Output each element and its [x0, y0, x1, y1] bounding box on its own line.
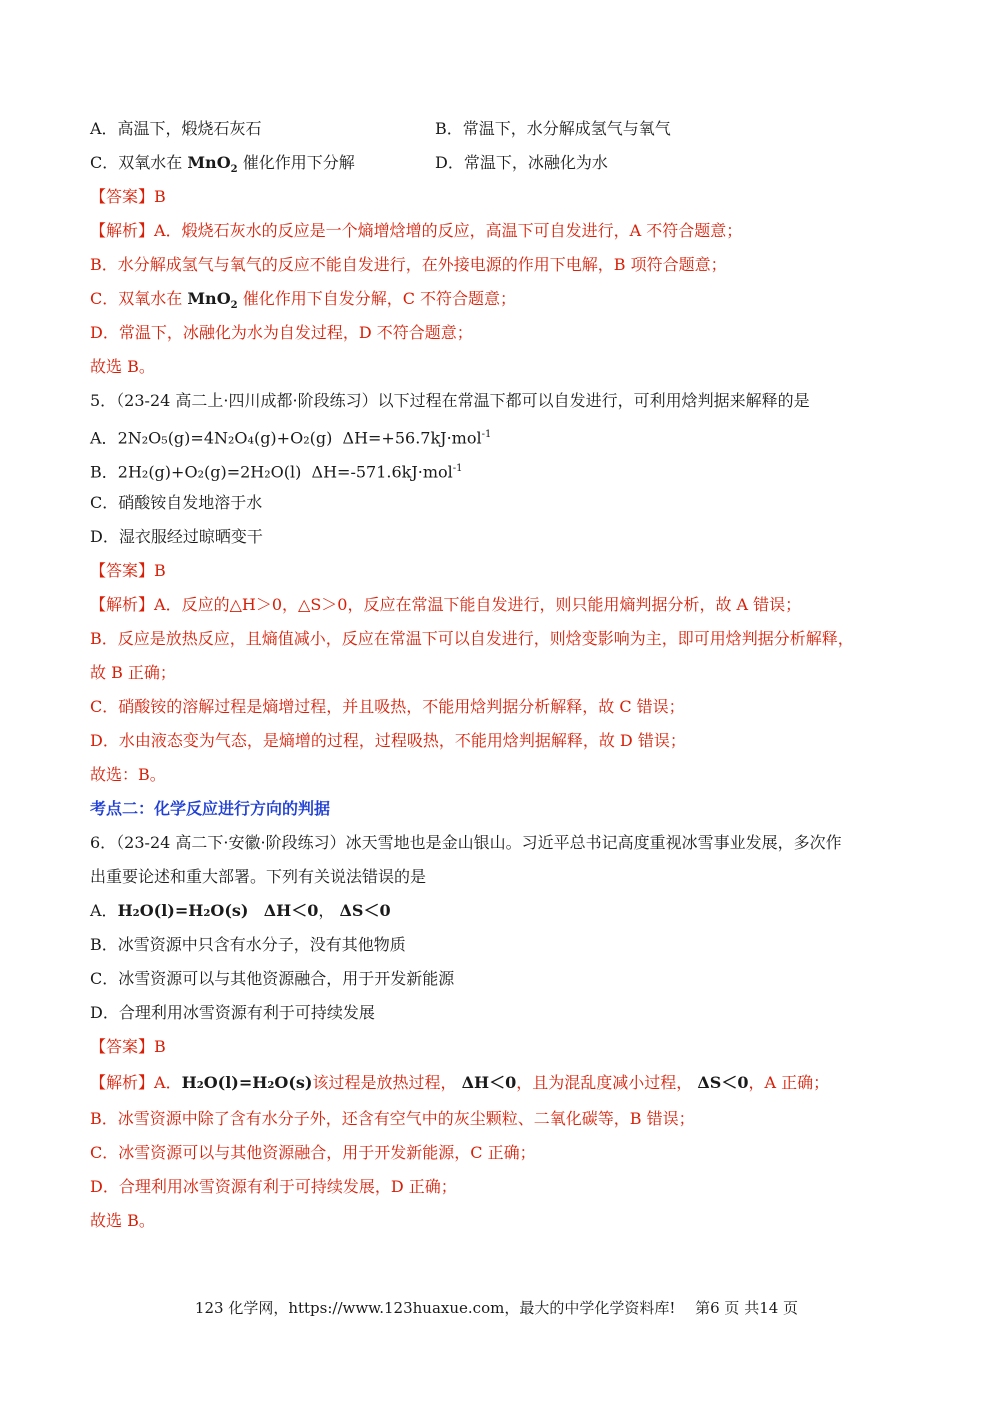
q4-analysis-a — [90, 214, 930, 248]
q4-options-row-1 — [90, 112, 930, 146]
q6-option-a — [90, 894, 930, 928]
q4-analysis-b: B．水分解成氢气与氧气的反应不能自发进行，在外接电源的作用下电解，B 项符合题意； — [90, 255, 727, 274]
answer-tag: 【答案】 — [90, 1037, 155, 1056]
q6-analysis-b: B．冰雪资源中除了含有水分子外，还含有空气中的灰尘颗粒、二氧化碳等，B 错误； — [90, 1109, 695, 1128]
q5-stem: 5．（23-24 高二上·四川成都·阶段练习）以下过程在常温下都可以自发进行，可利用焓判据来解释的是 — [90, 391, 810, 410]
q5-analysis-b2: 故 B 正确； — [90, 663, 176, 682]
mno2-sub: 2 — [230, 164, 238, 176]
q4-conclusion: 故选 B。 — [90, 357, 155, 376]
q5-option-d: D．湿衣服经过晾晒变干 — [90, 527, 263, 546]
analysis-c-pre: C．双氧水在 — [90, 289, 183, 308]
q5-analysis-c: C．硝酸铵的溶解过程是熵增过程，并且吸热，不能用焓判据分析解释，故 C 错误； — [90, 697, 685, 716]
analysis-prefix: A． — [154, 1073, 182, 1092]
option-label: A． — [90, 901, 118, 920]
entropy: ΔS＜0 — [697, 1073, 749, 1092]
answer-tag: 【答案】 — [90, 187, 155, 206]
q4-analysis-c — [90, 282, 930, 316]
page-footer: 123 化学网，https://www.123huaxue.com，最大的中学化学资料库! 第6 页 共14 页 — [194, 1299, 799, 1317]
q6-answer — [90, 1030, 930, 1064]
answer-value: B — [154, 1037, 166, 1056]
analysis-tag: 【解析】 — [90, 595, 155, 614]
q4-option-c-pre: C．双氧水在 — [90, 153, 183, 172]
q5-option-b — [90, 452, 930, 486]
q6-analysis-c: C．冰雪资源可以与其他资源融合，用于开发新能源，C 正确； — [90, 1143, 536, 1162]
analysis-text: A．反应的△H＞0，△S＞0，反应在常温下能自发进行，则只能用熵判据分析，故 A 错误； — [154, 595, 802, 614]
q5-analysis-d: D．水由液态变为气态，是熵增的过程，过程吸热，不能用焓判据解释，故 D 错误； — [90, 731, 686, 750]
mno2-text: MnO — [187, 289, 231, 308]
q6-analysis-d: D．合理利用冰雪资源有利于可持续发展，D 正确； — [90, 1177, 457, 1196]
enthalpy: ΔH＜0 — [263, 901, 319, 920]
page-content — [90, 112, 930, 1238]
q5-option-c: C．硝酸铵自发地溶于水 — [90, 493, 263, 512]
option-label: B． — [90, 462, 118, 482]
equation: 2N₂O₅(g)=4N₂O₄(g)+O₂(g) — [117, 428, 333, 448]
q4-options-row-2 — [90, 146, 930, 180]
option-label: A． — [90, 428, 118, 448]
mno2-formula — [187, 289, 238, 312]
q4-option-b: B．常温下，水分解成氢气与氧气 — [435, 119, 671, 138]
enthalpy: ΔH＜0 — [461, 1073, 517, 1092]
q6-stem-1: 6．（23-24 高二下·安徽·阶段练习）冰天雪地也是金山银山。习近平总书记高度重视冰雪事业发展，多次作 — [90, 833, 842, 852]
analysis-text: A．煅烧石灰水的反应是一个熵增焓增的反应，高温下可自发进行，A 不符合题意； — [154, 221, 743, 240]
q5-option-a — [90, 418, 930, 452]
entropy: ΔS＜0 — [339, 901, 391, 920]
mno2-text: MnO — [187, 153, 231, 172]
answer-value: B — [154, 187, 166, 206]
q6-conclusion: 故选 B。 — [90, 1211, 155, 1230]
unit-sup: -1 — [481, 429, 492, 440]
answer-tag: 【答案】 — [90, 561, 155, 580]
q6-analysis-a — [90, 1064, 930, 1102]
unit-sup: -1 — [452, 463, 463, 474]
q5-answer — [90, 554, 930, 588]
equation: H₂O(l)=H₂O(s) — [117, 901, 249, 920]
q6-option-c: C．冰雪资源可以与其他资源融合，用于开发新能源 — [90, 969, 455, 988]
q6-option-d: D．合理利用冰雪资源有利于可持续发展 — [90, 1003, 375, 1022]
analysis-tag: 【解析】 — [90, 1073, 155, 1092]
q5-analysis-a — [90, 588, 930, 622]
enthalpy: ΔH=+56.7kJ·mol — [342, 428, 482, 448]
q4-option-c — [90, 146, 435, 180]
analysis-mid: 该过程是放热过程， — [312, 1073, 457, 1092]
analysis-post: ，A 正确； — [748, 1073, 830, 1092]
q4-answer — [90, 180, 930, 214]
separator: ， — [318, 901, 335, 920]
q4-analysis-d: D．常温下，冰融化为水为自发过程，D 不符合题意； — [90, 323, 473, 342]
q6-stem-2: 出重要论述和重大部署。下列有关说法错误的是 — [90, 867, 427, 886]
equation: H₂O(l)=H₂O(s) — [181, 1073, 313, 1092]
mno2-formula — [187, 153, 238, 176]
enthalpy: ΔH=-571.6kJ·mol — [311, 462, 453, 482]
analysis-tag: 【解析】 — [90, 221, 155, 240]
q5-conclusion: 故选：B。 — [90, 765, 166, 784]
equation: 2H₂(g)+O₂(g)=2H₂O(l) — [117, 462, 302, 482]
analysis-mid-2: ，且为混乱度减小过程， — [516, 1073, 693, 1092]
mno2-sub: 2 — [230, 300, 238, 312]
q4-option-d: D．常温下，冰融化为水 — [435, 153, 608, 172]
section-title: 考点二：化学反应进行方向的判据 — [90, 799, 331, 818]
q4-option-a: A．高温下，煅烧石灰石 — [90, 119, 262, 138]
q5-analysis-b1: B．反应是放热反应，且熵值减小，反应在常温下可以自发进行，则焓变影响为主，即可用焓判据分析解释， — [90, 629, 854, 648]
q6-option-b: B．冰雪资源中只含有水分子，没有其他物质 — [90, 935, 406, 954]
q4-option-c-post: 催化作用下分解 — [242, 153, 355, 172]
analysis-c-post: 催化作用下自发分解，C 不符合题意； — [242, 289, 517, 308]
answer-value: B — [154, 561, 166, 580]
